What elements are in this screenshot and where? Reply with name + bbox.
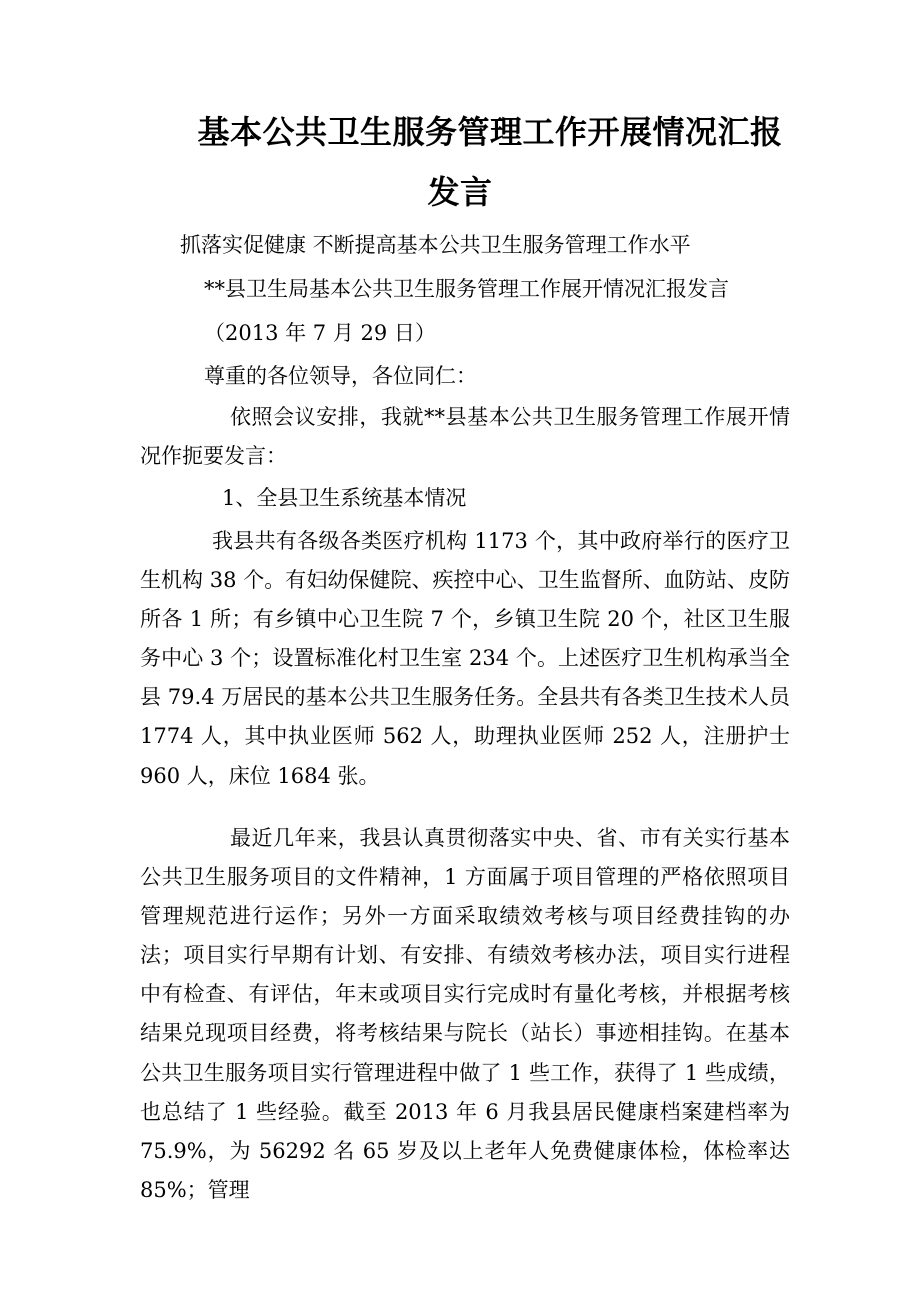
document-title-line-2: 发言 <box>427 173 493 211</box>
body-paragraph-1: 我县共有各级各类医疗机构 1173 个，其中政府举行的医疗卫生机构 38 个。有妇幼保健院、疾控中心、卫生监督所、血防站、皮防所各 1 所；有乡镇中心卫生院 7 个，乡镇卫生院 20 个，社区卫生服务中心 3 个；设置标准化村卫生室 234 个。上述医疗卫生机构承当全县 79.4 万居民的基本公共卫生服务任务。全县共有各类卫生技术人员 1774 人，其中执业医师 562 人，助理执业医师 252 人，注册护士 960 人，床位 1684 张。 <box>140 529 790 788</box>
date-line: （2013 年 7 月 29 日） <box>204 321 436 345</box>
salutation: 尊重的各位领导，各位同仁： <box>204 364 477 388</box>
document-title-line-1: 基本公共卫生服务管理工作开展情况汇报 <box>197 113 783 151</box>
intro-paragraph: 依照会议安排，我就**县基本公共卫生服务管理工作展开情况作扼要发言： <box>140 405 790 469</box>
subtitle: 抓落实促健康 不断提高基本公共卫生服务管理工作水平 <box>180 233 691 257</box>
body-paragraph-2: 最近几年来，我县认真贯彻落实中央、省、市有关实行基本公共卫生服务项目的文件精神，1 方面属于项目管理的严格依照项目管理规范进行运作；另外一方面采取绩效考核与项目经费挂钩的办法；项目实行早期有计划、有安排、有绩效考核办法，项目实行进程中有检查、有评估，年末或项目实行完成时有量化考核，并根据考核结果兑现项目经费，将考核结果与院长（站长）事迹相挂钩。在基本公共卫生服务项目实行管理进程中做了 1 些工作，获得了 1 些成绩，也总结了 1 些经验。截至 2013 年 6 月我县居民健康档案建档率为 75.9%，为 56292 名 65 岁及以上老年人免费健康体检，体检率达 85%；管理 <box>140 826 790 1202</box>
byline: **县卫生局基本公共卫生服务管理工作展开情况汇报发言 <box>204 277 729 301</box>
section-heading: 1、全县卫生系统基本情况 <box>222 486 467 510</box>
